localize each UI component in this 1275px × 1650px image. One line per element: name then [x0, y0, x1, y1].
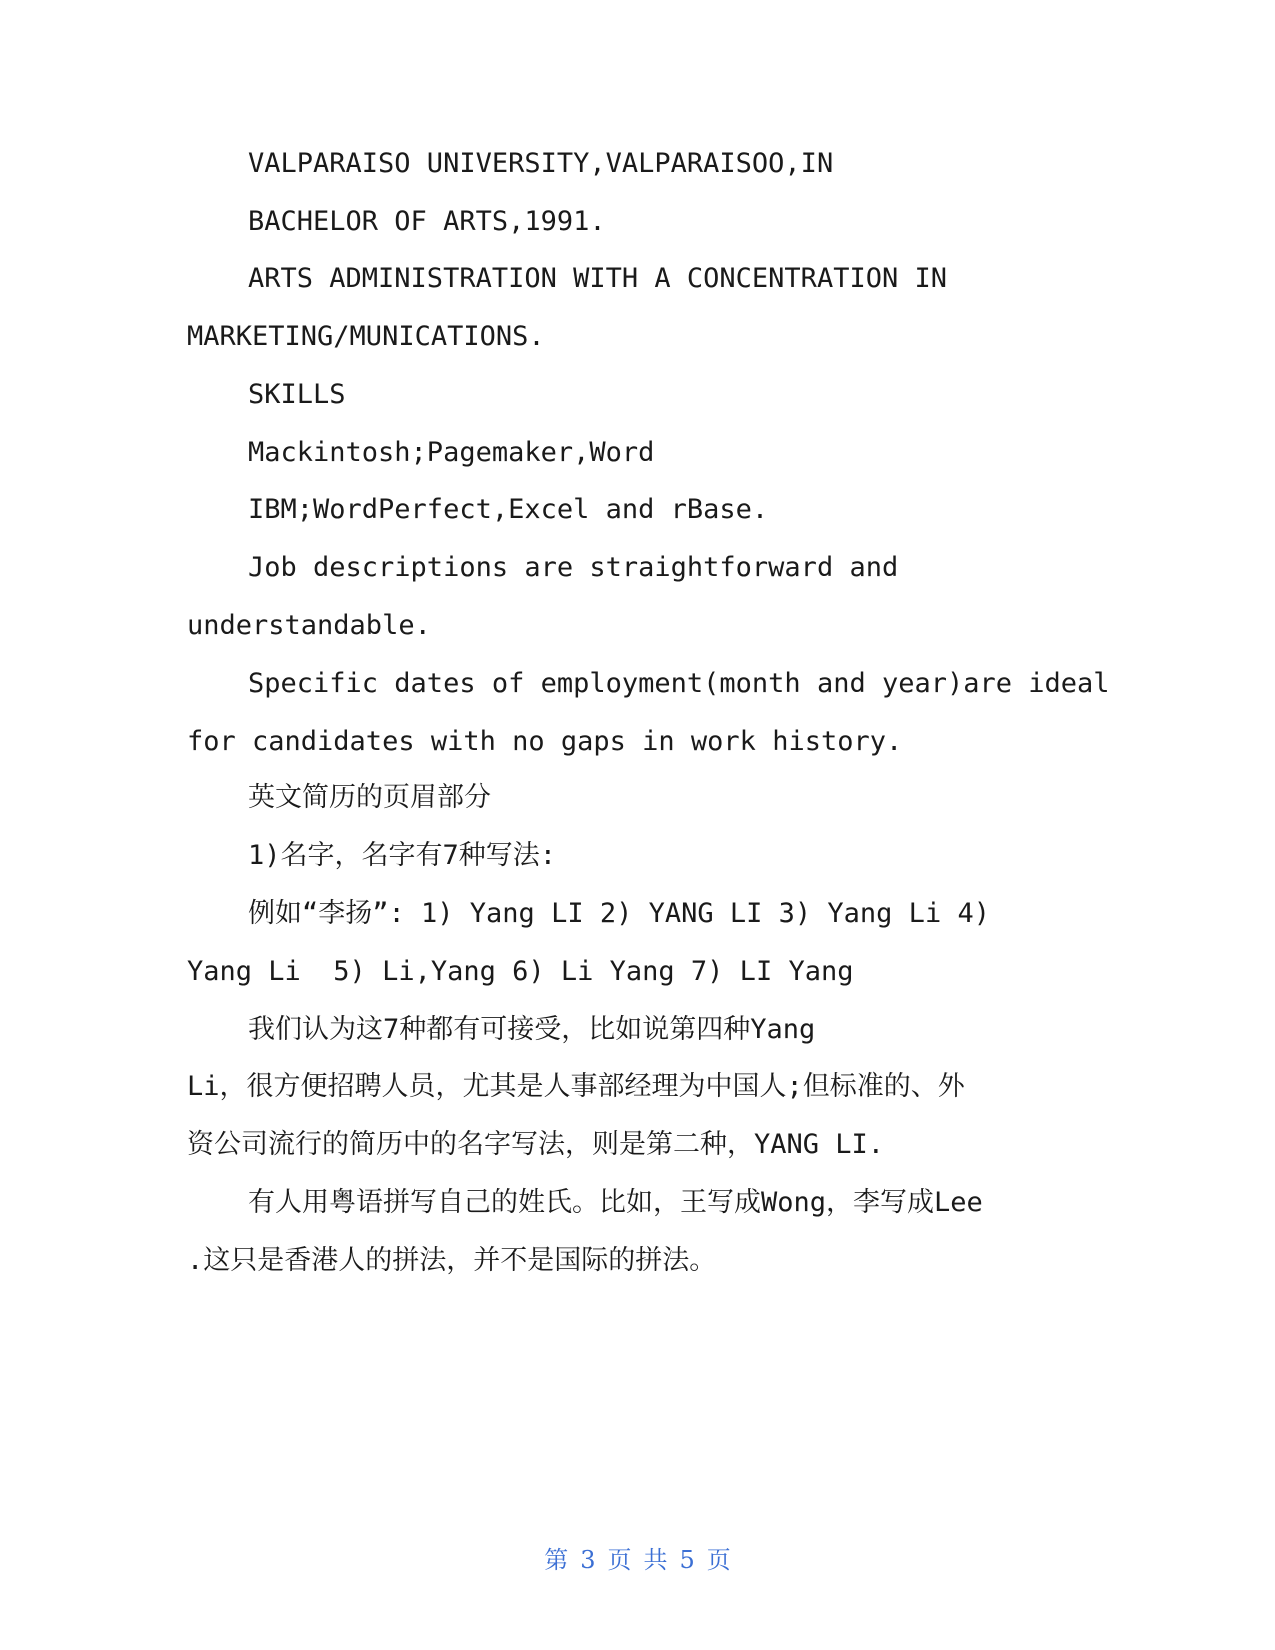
text-line: for candidates with no gaps in work history.: [187, 726, 903, 757]
footer-total-word: 共: [643, 1546, 668, 1574]
page-number-footer: [0, 1540, 1275, 1575]
text-line: IBM;WordPerfect,Excel and rBase.: [248, 494, 769, 525]
text-line: Specific dates of employment(month and year)are ideal: [248, 668, 1110, 699]
footer-total-pages: 5: [679, 1546, 695, 1574]
text-line: ARTS ADMINISTRATION WITH A CONCENTRATION IN: [248, 263, 947, 294]
text-line: 英文简历的页眉部分: [248, 782, 491, 813]
text-line: Yang Li 5) Li,Yang 6) Li Yang 7) LI Yang: [187, 956, 854, 987]
footer-page-word: 页: [607, 1546, 632, 1574]
text-line: understandable.: [187, 610, 431, 641]
text-line: 资公司流行的简历中的名字写法，则是第二种，YANG LI.: [187, 1129, 885, 1160]
footer-current-page: 3: [580, 1546, 596, 1574]
footer-page-word-2: 页: [706, 1546, 731, 1574]
text-line: Mackintosh;Pagemaker,Word: [248, 437, 655, 468]
text-line: SKILLS: [248, 379, 346, 410]
text-line: Li，很方便招聘人员，尤其是人事部经理为中国人;但标准的、外: [187, 1071, 965, 1102]
text-line: Job descriptions are straightforward and: [248, 552, 899, 583]
text-line: 1)名字，名字有7种写法:: [248, 840, 557, 871]
text-line: MARKETING/MUNICATIONS.: [187, 321, 545, 352]
footer-prefix: 第: [544, 1546, 569, 1574]
text-line: 例如“李扬”: 1) Yang LI 2) YANG LI 3) Yang Li 4): [248, 898, 990, 929]
text-line: 我们认为这7种都有可接受，比如说第四种Yang: [248, 1014, 816, 1045]
text-line: BACHELOR OF ARTS,1991.: [248, 206, 606, 237]
text-line: 有人用粤语拼写自己的姓氏。比如，王写成Wong，李写成Lee: [248, 1187, 983, 1218]
text-line: VALPARAISO UNIVERSITY,VALPARAISOO,IN: [248, 148, 834, 179]
text-line: .这只是香港人的拼法，并不是国际的拼法。: [187, 1245, 717, 1276]
